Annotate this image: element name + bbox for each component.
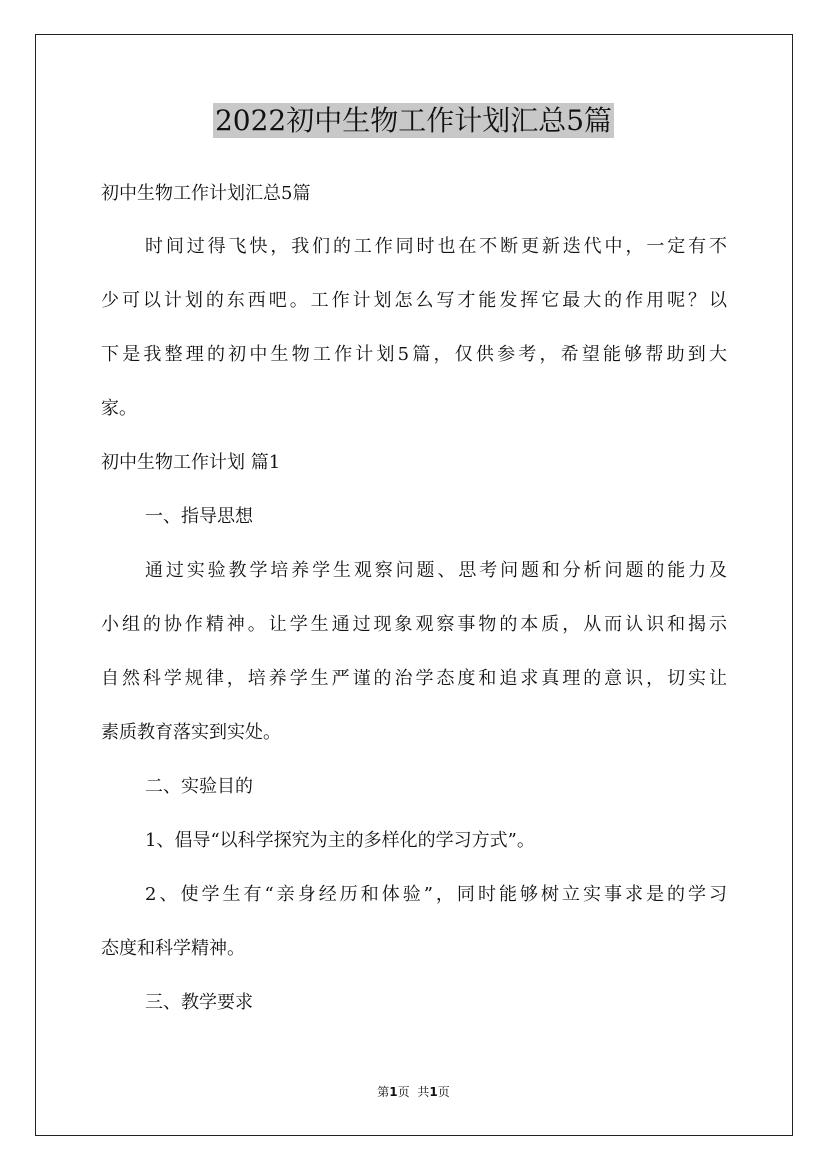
paragraph-line: 1、倡导“以科学探究为主的多样化的学习方式”。 (145, 830, 535, 851)
footer-page-suffix: 页 (397, 1085, 410, 1099)
paragraph-line: 小组的协作精神。让学生通过现象观察事物的本质，从而认识和揭示 (101, 614, 727, 635)
page-footer (0, 1084, 827, 1100)
footer-total-prefix: 共 (417, 1085, 430, 1099)
footer-page-prefix: 第 (377, 1085, 390, 1099)
paragraph-line: 通过实验教学培养学生观察问题、思考问题和分析问题的能力及 (145, 560, 727, 581)
section-heading: 初中生物工作计划 篇1 (101, 452, 281, 473)
subheading-line: 二、实验目的 (145, 776, 253, 797)
paragraph-line: 家。 (101, 398, 137, 419)
subheading-line: 一、指导思想 (145, 506, 253, 527)
subheading-line: 三、教学要求 (145, 992, 253, 1013)
footer-page-number: 1 (389, 1085, 398, 1099)
footer-total-suffix: 页 (437, 1085, 450, 1099)
document-title (0, 103, 827, 139)
document-title-text: 2022初中生物工作计划汇总5篇 (214, 104, 613, 137)
paragraph-line: 少可以计划的东西吧。工作计划怎么写才能发挥它最大的作用呢？以 (101, 290, 727, 311)
paragraph-line: 态度和科学精神。 (101, 938, 245, 959)
paragraph-line: 自然科学规律，培养学生严谨的治学态度和追求真理的意识，切实让 (101, 668, 727, 689)
paragraph-line: 素质教育落实到实处。 (101, 722, 281, 743)
subtitle-line: 初中生物工作计划汇总5篇 (101, 183, 311, 204)
paragraph-line: 2、使学生有“亲身经历和体验”，同时能够树立实事求是的学习 (145, 884, 727, 905)
footer-total-number: 1 (429, 1085, 438, 1099)
paragraph-line: 下是我整理的初中生物工作计划5篇，仅供参考，希望能够帮助到大 (101, 344, 727, 365)
paragraph-line: 时间过得飞快，我们的工作同时也在不断更新迭代中，一定有不 (145, 236, 727, 257)
